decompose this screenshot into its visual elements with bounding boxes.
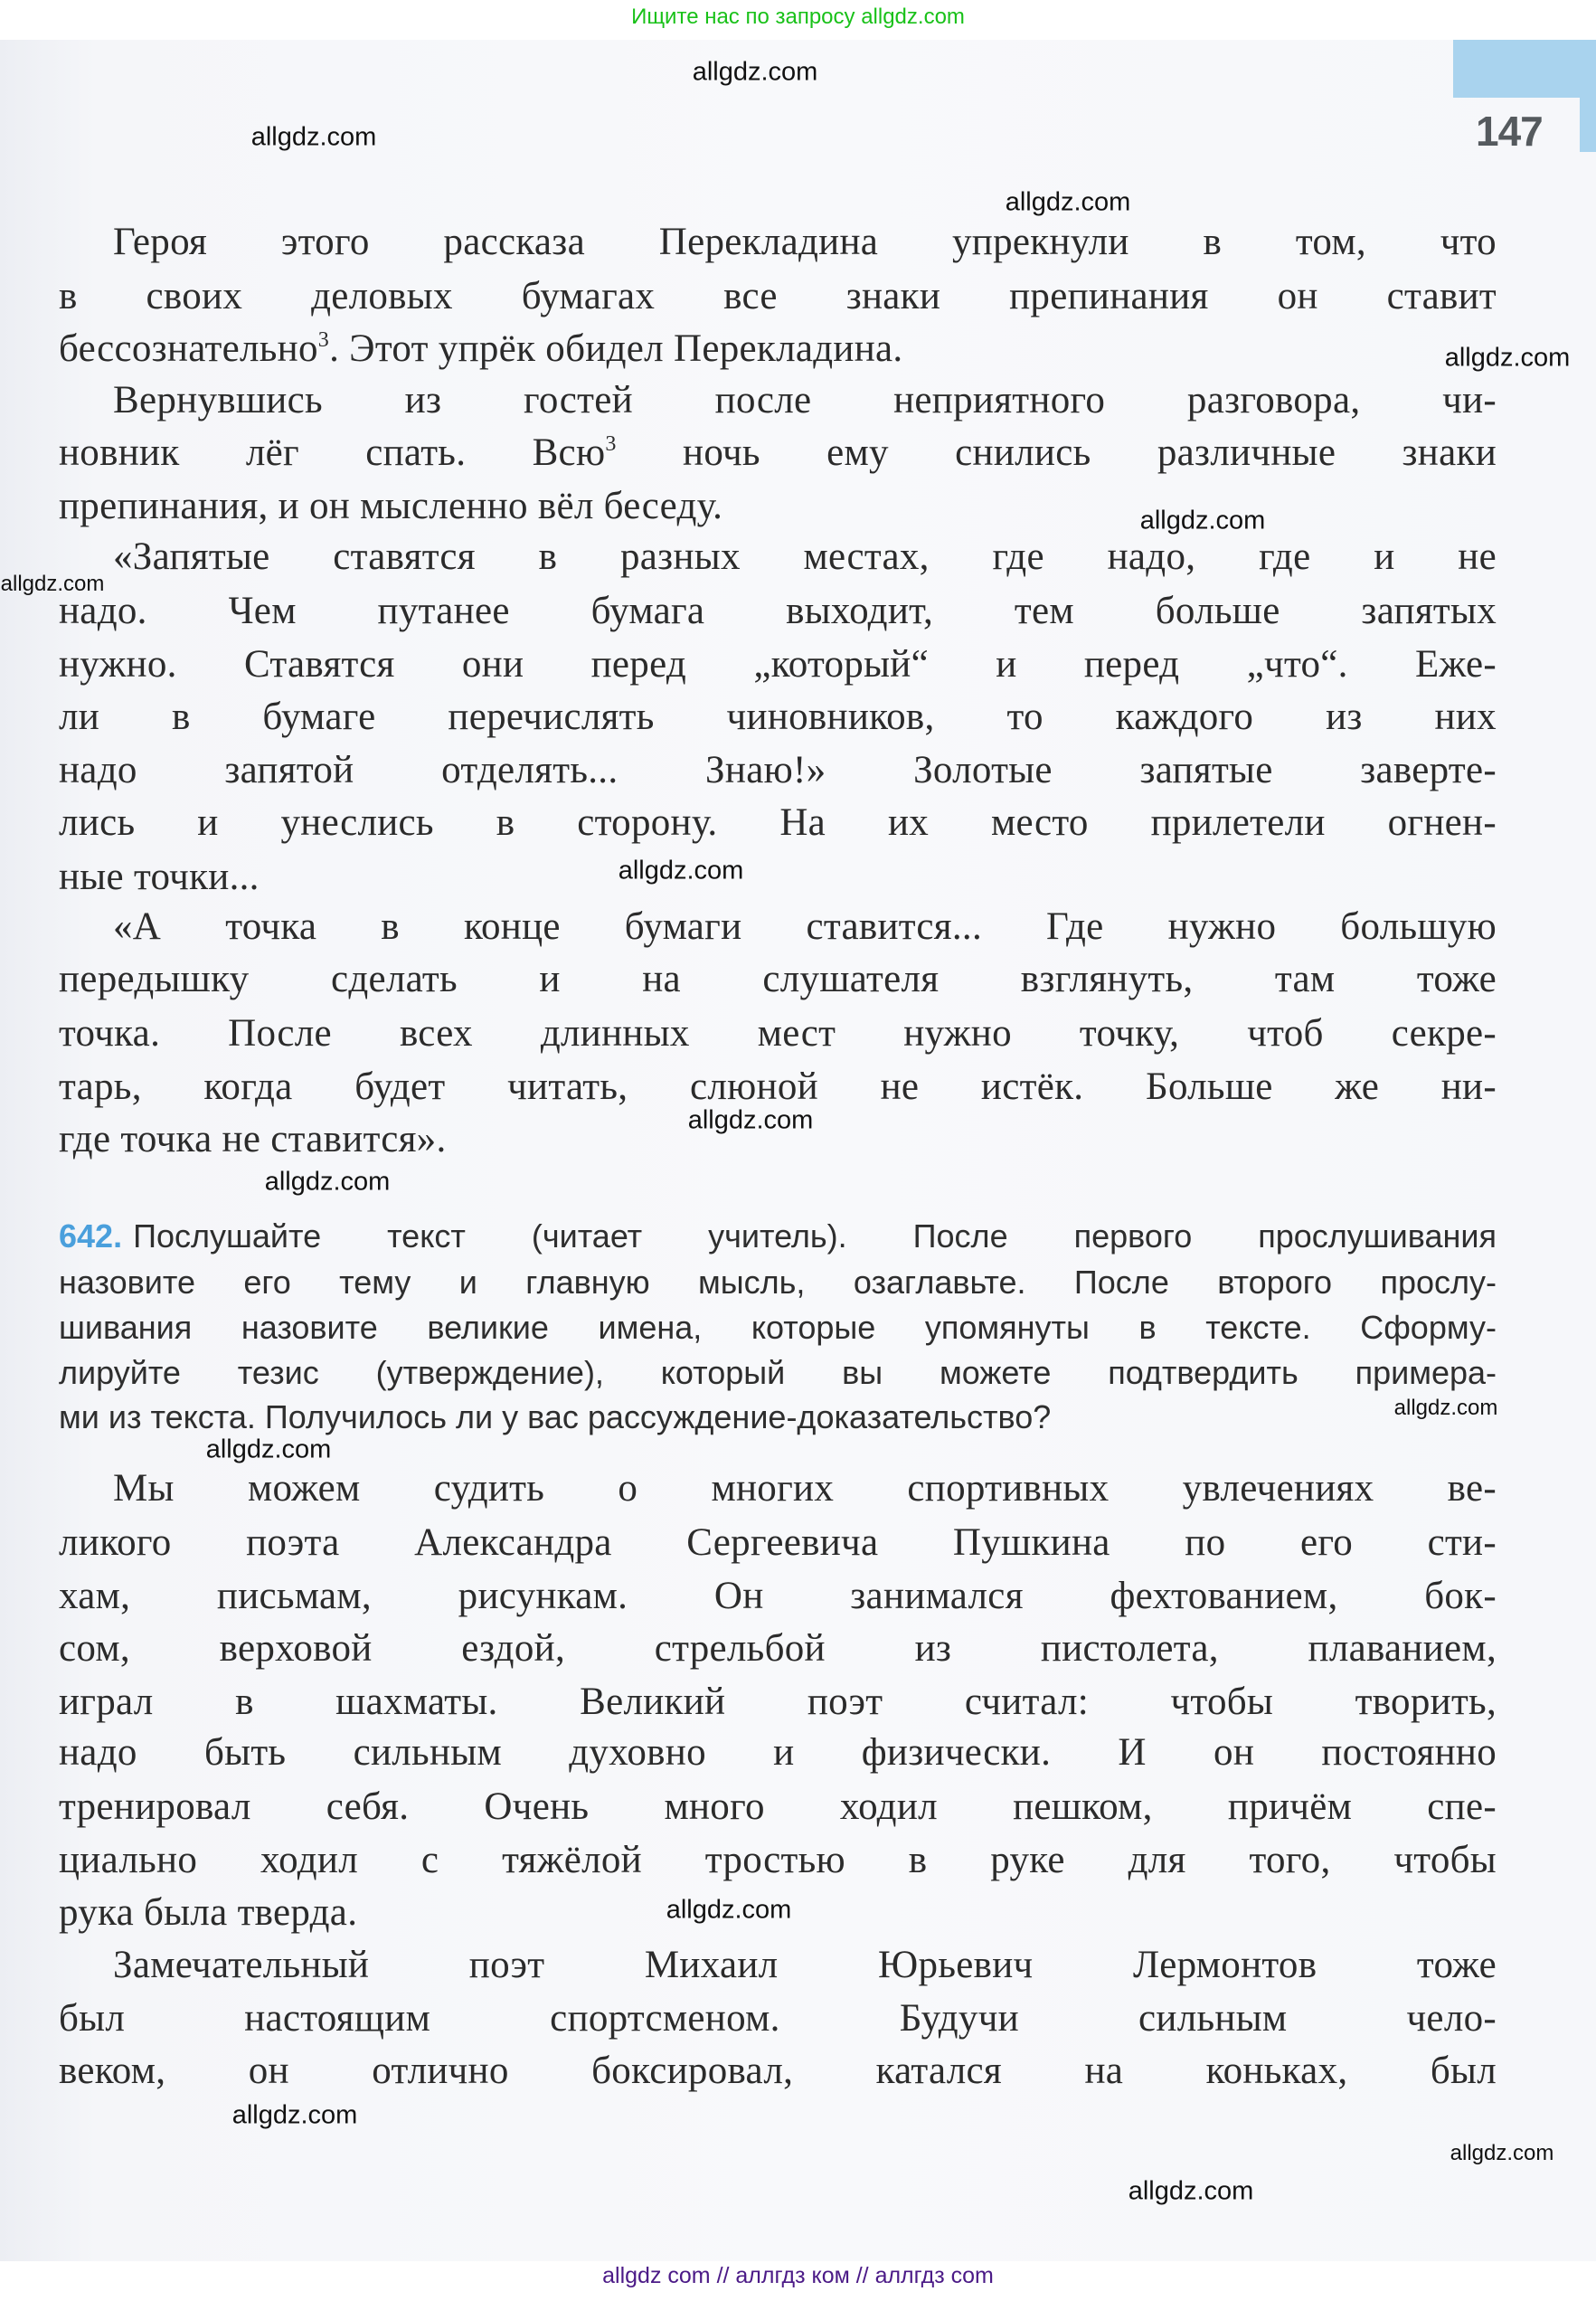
text-line: надо. Чем путанее бумага выходит, тем больше запятых	[59, 590, 1497, 632]
task-line: назовите его тему и главную мысль, озаглавьте. После второго прослу-	[59, 1264, 1497, 1301]
top-watermark-banner: Ищите нас по запросу allgdz.com	[631, 5, 965, 29]
watermark: allgdz.com	[1444, 343, 1571, 373]
watermark: allgdz.com	[618, 856, 744, 885]
text-line: тарь, когда будет читать, слюной не истёк. Больше же ни-	[59, 1065, 1497, 1108]
bottom-watermark-banner: allgdz com // аллгдз ком // аллгдз com	[602, 2263, 994, 2288]
watermark: allgdz.com	[1139, 506, 1266, 535]
text-line: «А точка в конце бумаги ставится... Где нужно большую	[113, 905, 1497, 948]
footnote-marker: 3	[317, 328, 330, 352]
text-line: надо быть сильным духовно и физически. И он постоянно	[59, 1731, 1497, 1774]
watermark: allgdz.com	[1128, 2176, 1254, 2206]
watermark: allgdz.com	[692, 57, 818, 87]
text-line: новник лёг спать. Всю$^3$ ночь ему снились различные знаки	[59, 431, 1497, 474]
page-number: 147	[1476, 108, 1543, 155]
text-line: ликого поэта Александра Сергеевича Пушкина по его сти-	[59, 1521, 1497, 1564]
text-line: Замечательный поэт Михаил Юрьевич Лермонтов тоже	[113, 1944, 1497, 1986]
watermark: allgdz.com	[666, 1895, 792, 1925]
text-line: Вернувшись из гостей после неприятного разговора, чи-	[113, 379, 1497, 421]
text-line: лись и унеслись в сторону. На их место прилетели огнен-	[59, 801, 1497, 844]
task-line: ми из текста. Получилось ли у вас рассуждение-доказательство?	[59, 1398, 1052, 1435]
text-line: ли в бумаге перечислять чиновников, то каждого из них	[59, 696, 1497, 738]
text-line: ные точки...	[59, 856, 260, 898]
task-line: 642. Послушайте текст (читает учитель). После первого прослушивания	[59, 1217, 1497, 1255]
watermark: allgdz.com	[250, 122, 377, 152]
task-number: 642.	[59, 1217, 123, 1255]
page-corner-tab	[1453, 40, 1596, 98]
text-line: рука была тверда.	[59, 1891, 358, 1934]
watermark: allgdz.com	[264, 1167, 391, 1197]
watermark: allgdz.com	[1005, 187, 1131, 217]
text-line: был настоящим спортсменом. Будучи сильным чело-	[59, 1997, 1497, 2040]
watermark: allgdz.com	[0, 572, 105, 596]
text-line: хам, письмам, рисункам. Он занимался фехтованием, бок-	[59, 1575, 1497, 1617]
text-line: Мы можем судить о многих спортивных увлечениях ве-	[113, 1467, 1497, 1510]
watermark: allgdz.com	[231, 2100, 358, 2130]
text-line: точка. После всех длинных мест нужно точку, чтоб секре-	[59, 1012, 1497, 1055]
text-line: Героя этого рассказа Перекладина упрекнули в том, что	[113, 221, 1497, 263]
text-line: играл в шахматы. Великий поэт считал: чтобы творить,	[59, 1681, 1497, 1723]
watermark: allgdz.com	[687, 1105, 814, 1135]
text-line: передышку сделать и на слушателя взглянуть, там тоже	[59, 958, 1497, 1000]
text-line: веком, он отлично боксировал, катался на коньках, был	[59, 2050, 1497, 2092]
text-line: «Запятые ставятся в разных местах, где надо, где и не	[113, 535, 1497, 578]
watermark: allgdz.com	[1450, 2141, 1554, 2165]
page-edge-tab	[1580, 98, 1596, 152]
task-line: шивания назовите великие имена, которые упомянуты в тексте. Сформу-	[59, 1309, 1497, 1346]
footnote-marker: 3	[605, 432, 617, 456]
text-line: сом, верховой ездой, стрельбой из пистолета, плаванием,	[59, 1627, 1497, 1670]
text-line: в своих деловых бумагах все знаки препинания он ставит	[59, 275, 1497, 317]
task-line: лируйте тезис (утверждение), который вы можете подтвердить примера-	[59, 1354, 1497, 1391]
text-line: препинания, и он мысленно вёл беседу.	[59, 485, 723, 527]
text-line: тренировал себя. Очень много ходил пешком, причём спе-	[59, 1785, 1497, 1828]
watermark: allgdz.com	[205, 1435, 332, 1464]
text-line: где точка не ставится».	[59, 1118, 447, 1160]
text-line: нужно. Ставятся они перед „который“ и перед „что“. Еже-	[59, 643, 1497, 686]
text-line: бессознательно$^3$. Этот упрёк обидел Перекладина.	[59, 327, 903, 370]
watermark: allgdz.com	[1393, 1396, 1498, 1420]
text-line: циально ходил с тяжёлой тростью в руке для того, чтобы	[59, 1839, 1497, 1881]
text-line: надо запятой отделять... Знаю!» Золотые запятые заверте-	[59, 749, 1497, 791]
